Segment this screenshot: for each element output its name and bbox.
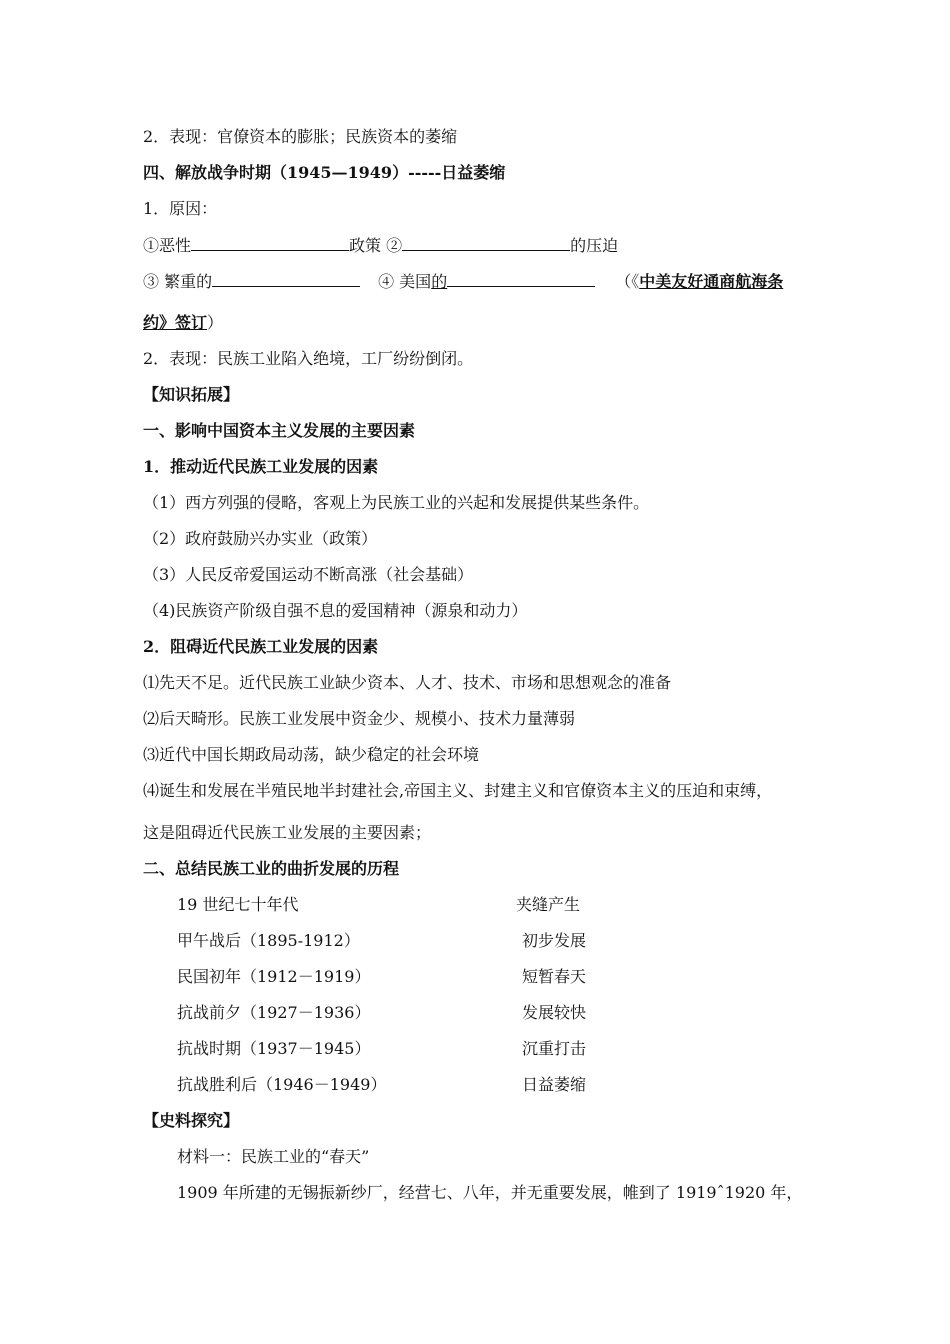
- subheading-hindering-factors: 2．阻碍近代民族工业发展的因素: [143, 637, 379, 656]
- list-item-continuation: 这是阻碍近代民族工业发展的主要因素；: [143, 823, 432, 842]
- fill-blank-line-2: [143, 270, 783, 293]
- history-period: 19 世纪七十年代: [177, 895, 299, 914]
- text-fragment: （《: [615, 272, 640, 291]
- text-fragment: ①恶性: [143, 236, 192, 255]
- history-period: 抗战前夕（1927－1936）: [177, 1003, 371, 1022]
- list-item: ⑴先天不足。近代民族工业缺少资本、人才、技术、市场和思想观念的准备: [143, 673, 672, 692]
- section-heading-knowledge: 【知识拓展】: [143, 385, 240, 404]
- treaty-name: 约》签订: [143, 313, 208, 332]
- text-fragment: 的压迫: [570, 236, 619, 255]
- list-item: （3）人民反帝爱国运动不断高涨（社会基础）: [143, 565, 474, 584]
- list-item: ⑵后天畸形。民族工业发展中资金少、规模小、技术力量薄弱: [143, 709, 576, 728]
- list-item: ⑶近代中国长期政局动荡，缺少稳定的社会环境: [143, 745, 480, 764]
- treaty-name: 中美友好通商航海条: [639, 272, 784, 291]
- text-fragment: 的: [431, 272, 448, 291]
- history-stage: 沉重打击: [522, 1039, 587, 1058]
- text-fragment: ③ 繁重的: [143, 272, 213, 291]
- treaty-line-end: [143, 312, 223, 334]
- list-item: ⑷诞生和发展在半殖民地半封建社会,帝国主义、封建主义和官僚资本主义的压迫和束缚，: [143, 781, 773, 800]
- history-stage: 初步发展: [522, 931, 587, 950]
- text-fragment: ④ 美国: [378, 272, 432, 291]
- blank-field[interactable]: [402, 234, 570, 251]
- history-period: 抗战胜利后（1946－1949）: [177, 1075, 387, 1094]
- subheading-promoting-factors: 1．推动近代民族工业发展的因素: [143, 457, 379, 476]
- section-heading-history: 二、总结民族工业的曲折发展的历程: [143, 859, 400, 878]
- section-heading-sources: 【史料探究】: [143, 1111, 240, 1130]
- fill-blank-line-1: [143, 234, 618, 257]
- blank-field[interactable]: [447, 270, 595, 287]
- blank-field[interactable]: [191, 234, 349, 251]
- text-fragment: ）: [207, 313, 224, 332]
- list-item: （1）西方列强的侵略，客观上为民族工业的兴起和发展提供某些条件。: [143, 493, 650, 512]
- line-expression-collapse: 2．表现：民族工业陷入绝境，工厂纷纷倒闭。: [143, 349, 474, 368]
- blank-field[interactable]: [212, 270, 360, 287]
- list-item: （2）政府鼓励兴办实业（政策）: [143, 529, 378, 548]
- history-stage: 短暂春天: [522, 967, 587, 986]
- history-stage: 夹缝产生: [516, 895, 581, 914]
- list-item: （4)民族资产阶级自强不息的爱国精神（源泉和动力）: [143, 601, 528, 620]
- section-heading-liberation-war: 四、解放战争时期（1945—1949）-----日益萎缩: [143, 163, 506, 182]
- section-heading-factors: 一、影响中国资本主义发展的主要因素: [143, 421, 416, 440]
- history-stage: 发展较快: [522, 1003, 587, 1022]
- line-cause-label: 1．原因：: [143, 199, 218, 218]
- history-period: 甲午战后（1895-1912）: [177, 931, 360, 950]
- history-period: 民国初年（1912－1919）: [177, 967, 371, 986]
- line-expression-bureaucratic: 2．表现：官僚资本的膨胀；民族资本的萎缩: [143, 127, 458, 146]
- history-stage: 日益萎缩: [522, 1075, 587, 1094]
- history-period: 抗战时期（1937－1945）: [177, 1039, 371, 1058]
- material-text: 1909 年所建的无锡振新纱厂，经营七、八年，并无重要发展，帷到了 1919ˆ1920 年，: [177, 1183, 803, 1202]
- text-fragment: 政策 ②: [349, 236, 403, 255]
- material-title: 材料一：民族工业的“春天”: [177, 1147, 370, 1166]
